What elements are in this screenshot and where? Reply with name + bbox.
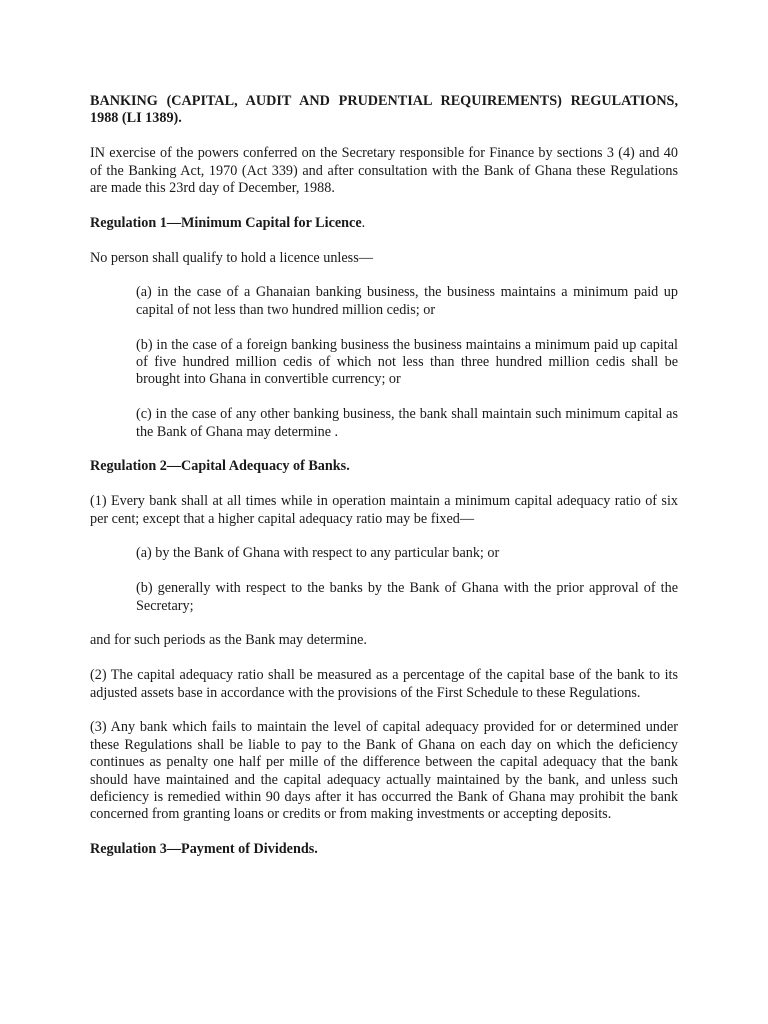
regulation-2-paragraph-2: (2) The capital adequacy ratio shall be measured as a percentage of the capital base of the bank to its adjusted assets base in accordance with the provisions of the First Schedule to these Regulations. — [90, 667, 678, 701]
regulation-1-clause-c: (c) in the case of any other banking business, the bank shall maintain such minimum capital as the Bank of Ghana may determine . — [136, 406, 678, 440]
regulation-2-closing: and for such periods as the Bank may determine. — [90, 632, 367, 649]
regulation-1-clause-a: (a) in the case of a Ghanaian banking business, the business maintains a minimum paid up capital of not less than two hundred million cedis; or — [136, 284, 678, 318]
document-page — [90, 93, 678, 876]
regulation-1-heading-period: . — [361, 214, 366, 231]
regulation-1-intro: No person shall qualify to hold a licence unless— — [90, 249, 373, 266]
regulation-3-heading: Regulation 3—Payment of Dividends. — [90, 841, 318, 858]
regulation-1-heading — [90, 215, 678, 232]
regulation-2-heading: Regulation 2—Capital Adequacy of Banks. — [90, 458, 350, 475]
preamble-paragraph: IN exercise of the powers conferred on the Secretary responsible for Finance by sections 3 (4) and 40 of the Banking Act, 1970 (Act 339) and after consultation with the Bank of Ghana these Regulations are made this 23rd day of December, 1988. — [90, 145, 678, 197]
regulation-1-clause-b: (b) in the case of a foreign banking business the business maintains a minimum paid up capital of five hundred million cedis of which not less than three hundred million cedis shall be brought into Ghana in convertible currency; or — [136, 336, 678, 388]
regulation-2-paragraph-1: (1) Every bank shall at all times while in operation maintain a minimum capital adequacy ratio of six per cent; except that a higher capital adequacy ratio may be fixed— — [90, 493, 678, 527]
regulation-2-clause-b: (b) generally with respect to the banks by the Bank of Ghana with the prior approval of the Secretary; — [136, 580, 678, 614]
regulation-1-heading-text: Regulation 1—Minimum Capital for Licence — [90, 214, 362, 231]
regulation-2-clause-a: (a) by the Bank of Ghana with respect to any particular bank; or — [136, 545, 500, 562]
document-title: BANKING (CAPITAL, AUDIT AND PRUDENTIAL REQUIREMENTS) REGULATIONS, 1988 (LI 1389). — [90, 93, 678, 127]
regulation-2-paragraph-3: (3) Any bank which fails to maintain the level of capital adequacy provided for or determined under these Regulations shall be liable to pay to the Bank of Ghana on each day on which the deficiency continues as penalty one half per mille of the difference between the capital adequacy that the bank should have maintained and the capital adequacy actually maintained by the bank, and unless such deficiency is remedied within 90 days after it has occurred the Bank of Ghana may prohibit the bank concerned from granting loans or credits or from making investments or accepting deposits. — [90, 719, 678, 823]
